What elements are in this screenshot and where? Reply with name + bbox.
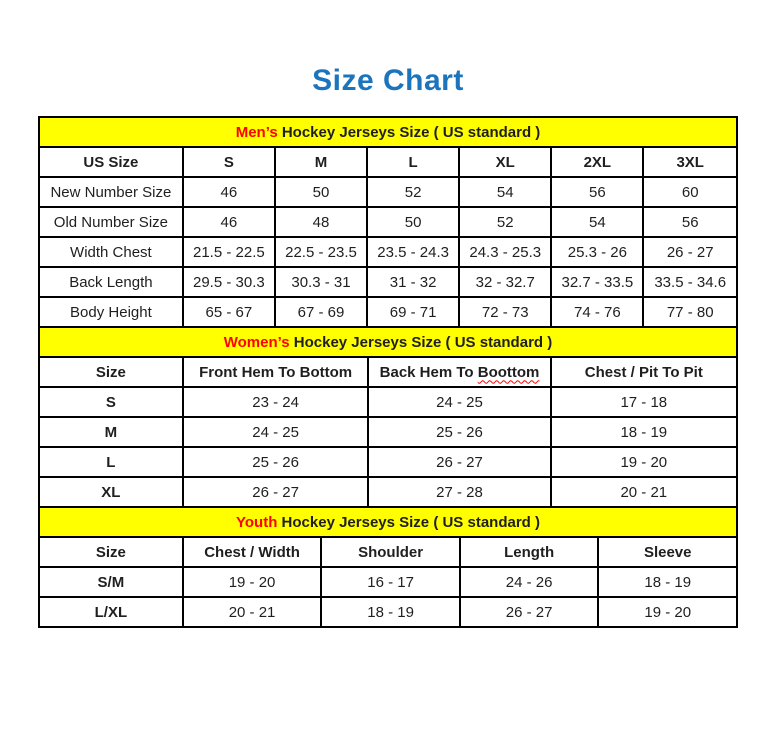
row-label: S/M xyxy=(39,567,183,597)
value-cell: 23 - 24 xyxy=(183,387,369,417)
value-cell: 65 - 67 xyxy=(183,297,275,327)
value-cell: 25 - 26 xyxy=(368,417,550,447)
value-cell: 30.3 - 31 xyxy=(275,267,367,297)
value-cell: 46 xyxy=(183,177,275,207)
mens-column-header: 2XL xyxy=(551,147,643,177)
value-cell: 25 - 26 xyxy=(183,447,369,477)
row-label: New Number Size xyxy=(39,177,183,207)
mens-column-header: M xyxy=(275,147,367,177)
womens-column-header: Chest / Pit To Pit xyxy=(551,357,737,387)
page-title: Size Chart xyxy=(312,64,464,97)
row-label: L/XL xyxy=(39,597,183,627)
size-chart xyxy=(38,116,738,628)
womens-row xyxy=(39,477,737,507)
value-cell: 32.7 - 33.5 xyxy=(551,267,643,297)
value-cell: 24 - 26 xyxy=(460,567,599,597)
value-cell: 77 - 80 xyxy=(643,297,737,327)
value-cell: 25.3 - 26 xyxy=(551,237,643,267)
mens-column-header: US Size xyxy=(39,147,183,177)
womens-column-header: Back Hem To Boottom xyxy=(368,357,550,387)
youth-banner-highlight: Youth xyxy=(236,513,278,531)
womens-row xyxy=(39,387,737,417)
womens-row xyxy=(39,417,737,447)
row-label: S xyxy=(39,387,183,417)
value-cell: 52 xyxy=(367,177,459,207)
value-cell: 18 - 19 xyxy=(551,417,737,447)
misspelled-word: Boottom xyxy=(477,363,540,381)
value-cell: 26 - 27 xyxy=(183,477,369,507)
value-cell: 56 xyxy=(643,207,737,237)
mens-row xyxy=(39,177,737,207)
value-cell: 56 xyxy=(551,177,643,207)
value-cell: 29.5 - 30.3 xyxy=(183,267,275,297)
value-cell: 22.5 - 23.5 xyxy=(275,237,367,267)
value-cell: 50 xyxy=(275,177,367,207)
mens-banner: Men’s Hockey Jerseys Size ( US standard ) xyxy=(39,117,737,147)
womens-column-header: Size xyxy=(39,357,183,387)
value-cell: 54 xyxy=(459,177,551,207)
value-cell: 23.5 - 24.3 xyxy=(367,237,459,267)
womens-banner: Women’s Hockey Jerseys Size ( US standard ) xyxy=(39,327,737,357)
value-cell: 24 - 25 xyxy=(183,417,369,447)
row-label: L xyxy=(39,447,183,477)
youth-column-header: Chest / Width xyxy=(183,537,322,567)
value-cell: 20 - 21 xyxy=(551,477,737,507)
value-cell: 21.5 - 22.5 xyxy=(183,237,275,267)
youth-column-header: Shoulder xyxy=(321,537,460,567)
size-table-mens xyxy=(38,116,738,328)
value-cell: 20 - 21 xyxy=(183,597,322,627)
womens-row xyxy=(39,447,737,477)
value-cell: 18 - 19 xyxy=(321,597,460,627)
youth-column-header: Sleeve xyxy=(598,537,737,567)
youth-row xyxy=(39,597,737,627)
mens-column-header: S xyxy=(183,147,275,177)
value-cell: 74 - 76 xyxy=(551,297,643,327)
value-cell: 46 xyxy=(183,207,275,237)
value-cell: 19 - 20 xyxy=(183,567,322,597)
row-label: M xyxy=(39,417,183,447)
value-cell: 31 - 32 xyxy=(367,267,459,297)
size-table-youth xyxy=(38,506,738,628)
value-cell: 60 xyxy=(643,177,737,207)
value-cell: 26 - 27 xyxy=(643,237,737,267)
womens-column-header: Front Hem To Bottom xyxy=(183,357,369,387)
mens-banner-highlight: Men’s xyxy=(235,123,278,141)
value-cell: 72 - 73 xyxy=(459,297,551,327)
youth-column-header: Length xyxy=(460,537,599,567)
value-cell: 33.5 - 34.6 xyxy=(643,267,737,297)
row-label: Old Number Size xyxy=(39,207,183,237)
mens-row xyxy=(39,237,737,267)
value-cell: 24 - 25 xyxy=(368,387,550,417)
size-table-womens xyxy=(38,326,738,508)
value-cell: 69 - 71 xyxy=(367,297,459,327)
value-cell: 18 - 19 xyxy=(598,567,737,597)
value-cell: 32 - 32.7 xyxy=(459,267,551,297)
row-label: Back Length xyxy=(39,267,183,297)
row-label: Width Chest xyxy=(39,237,183,267)
value-cell: 24.3 - 25.3 xyxy=(459,237,551,267)
mens-column-header: L xyxy=(367,147,459,177)
mens-row xyxy=(39,267,737,297)
youth-column-header: Size xyxy=(39,537,183,567)
mens-column-header: 3XL xyxy=(643,147,737,177)
value-cell: 52 xyxy=(459,207,551,237)
value-cell: 27 - 28 xyxy=(368,477,550,507)
row-label: Body Height xyxy=(39,297,183,327)
mens-column-header: XL xyxy=(459,147,551,177)
mens-row xyxy=(39,297,737,327)
value-cell: 17 - 18 xyxy=(551,387,737,417)
value-cell: 16 - 17 xyxy=(321,567,460,597)
row-label: XL xyxy=(39,477,183,507)
value-cell: 48 xyxy=(275,207,367,237)
value-cell: 50 xyxy=(367,207,459,237)
youth-row xyxy=(39,567,737,597)
value-cell: 67 - 69 xyxy=(275,297,367,327)
value-cell: 26 - 27 xyxy=(460,597,599,627)
value-cell: 54 xyxy=(551,207,643,237)
youth-banner: Youth Hockey Jerseys Size ( US standard ) xyxy=(39,507,737,537)
value-cell: 19 - 20 xyxy=(551,447,737,477)
mens-row xyxy=(39,207,737,237)
value-cell: 19 - 20 xyxy=(598,597,737,627)
womens-banner-highlight: Women’s xyxy=(223,333,290,351)
value-cell: 26 - 27 xyxy=(368,447,550,477)
